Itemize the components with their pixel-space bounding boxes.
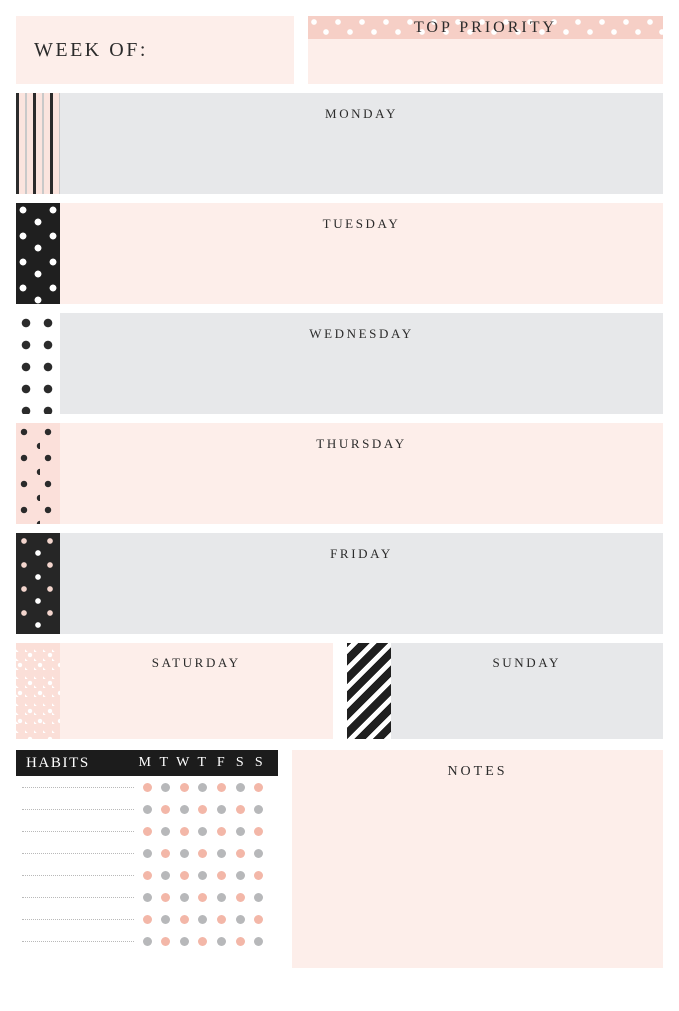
habit-dot-icon (161, 827, 170, 836)
habit-dot-icon (161, 783, 170, 792)
day-field-monday[interactable] (60, 93, 663, 194)
habit-dot-cell[interactable] (194, 915, 212, 924)
habit-dot-icon (198, 937, 207, 946)
day-label-saturday: SATURDAY (151, 655, 241, 670)
habit-dot-icon (236, 871, 245, 880)
day-row-wednesday[interactable] (16, 313, 663, 414)
weekend-row (16, 643, 663, 739)
top-priority-block[interactable] (308, 16, 663, 84)
habit-dot-icon (161, 893, 170, 902)
day-row-friday[interactable] (16, 533, 663, 634)
habit-dot-cell[interactable] (138, 915, 156, 924)
habit-dot-cell[interactable] (157, 893, 175, 902)
habit-row[interactable] (16, 886, 278, 908)
habits-dow-s2: S (254, 755, 264, 770)
week-of-block[interactable] (16, 16, 294, 84)
habit-dot-cell[interactable] (175, 827, 193, 836)
habit-dot-icon (198, 805, 207, 814)
habit-dot-cell[interactable] (157, 805, 175, 814)
habit-dot-cell[interactable] (250, 827, 268, 836)
habit-name-line[interactable] (22, 874, 134, 876)
washi-tape-diagonal-stripe-icon (347, 643, 391, 739)
habit-dot-group (138, 893, 270, 902)
habit-dot-group (138, 805, 270, 814)
habit-name-line[interactable] (22, 918, 134, 920)
habit-dot-cell[interactable] (138, 893, 156, 902)
habit-dot-cell[interactable] (194, 893, 212, 902)
habit-dot-cell[interactable] (138, 805, 156, 814)
habit-row[interactable] (16, 930, 278, 952)
habit-dot-cell[interactable] (138, 871, 156, 880)
habit-name-line[interactable] (22, 852, 134, 854)
habit-dot-icon (161, 849, 170, 858)
habits-dow-m1: M (138, 755, 152, 770)
habit-dot-group (138, 871, 270, 880)
habit-row[interactable] (16, 908, 278, 930)
habit-dot-cell[interactable] (213, 937, 231, 946)
habit-row[interactable] (16, 842, 278, 864)
habit-dot-icon (217, 893, 226, 902)
habit-dot-cell[interactable] (194, 937, 212, 946)
habit-dot-icon (143, 783, 152, 792)
washi-tape-stripes-icon (16, 93, 60, 194)
habit-dot-cell[interactable] (250, 805, 268, 814)
planner-sheet (16, 16, 663, 997)
habit-dot-cell[interactable] (157, 937, 175, 946)
habit-dot-cell[interactable] (213, 783, 231, 792)
day-field-sunday[interactable] (391, 643, 664, 739)
habit-dot-icon (161, 915, 170, 924)
habits-dow-t1: T (159, 755, 169, 770)
habit-dot-cell[interactable] (175, 915, 193, 924)
habit-dot-icon (180, 783, 189, 792)
notes-title: NOTES (447, 764, 508, 779)
habit-dot-icon (217, 871, 226, 880)
washi-tape-polka-dot-icon (16, 203, 60, 304)
habit-dot-icon (217, 849, 226, 858)
habit-dot-cell[interactable] (175, 893, 193, 902)
habit-dot-icon (180, 893, 189, 902)
washi-tape-star-icon (16, 533, 60, 634)
habit-name-line[interactable] (22, 808, 134, 810)
habit-dot-cell[interactable] (194, 805, 212, 814)
habit-dot-icon (217, 805, 226, 814)
habit-dot-icon (143, 827, 152, 836)
habit-dot-icon (217, 783, 226, 792)
habit-dot-group (138, 783, 270, 792)
washi-tape-heart-icon (16, 423, 60, 524)
habit-dot-cell[interactable] (157, 849, 175, 858)
habit-dot-icon (254, 937, 263, 946)
habit-row[interactable] (16, 820, 278, 842)
habit-dot-cell[interactable] (138, 937, 156, 946)
day-label-sunday: SUNDAY (492, 655, 562, 670)
header-row (16, 16, 663, 84)
habit-dot-cell[interactable] (175, 783, 193, 792)
habit-dot-icon (217, 937, 226, 946)
habit-dot-icon (198, 849, 207, 858)
habit-dot-icon (217, 827, 226, 836)
habit-dot-cell[interactable] (213, 805, 231, 814)
habits-dow-t2: T (197, 755, 207, 770)
habit-dot-icon (198, 783, 207, 792)
habit-row[interactable] (16, 798, 278, 820)
day-field-saturday[interactable] (60, 643, 333, 739)
habit-dot-icon (143, 937, 152, 946)
habit-dot-icon (198, 915, 207, 924)
habit-dot-icon (161, 805, 170, 814)
habit-dot-cell[interactable] (194, 827, 212, 836)
habit-dot-icon (217, 915, 226, 924)
notes-block[interactable] (292, 750, 663, 968)
habit-dot-icon (236, 827, 245, 836)
habit-dot-cell[interactable] (231, 893, 249, 902)
habits-rows (16, 776, 278, 952)
habits-tracker (16, 750, 278, 968)
day-field-wednesday[interactable] (60, 313, 663, 414)
day-label-friday: FRIDAY (330, 546, 393, 561)
day-row-monday[interactable] (16, 93, 663, 194)
habit-dot-cell[interactable] (138, 849, 156, 858)
habits-title: HABITS (26, 754, 90, 771)
habit-dot-group (138, 915, 270, 924)
habit-dot-cell[interactable] (231, 849, 249, 858)
day-row-saturday[interactable] (16, 643, 333, 739)
habit-name-line[interactable] (22, 786, 134, 788)
week-of-label: WEEK OF: (34, 38, 148, 61)
habits-header (16, 750, 278, 776)
habit-dot-icon (236, 915, 245, 924)
day-field-tuesday[interactable] (60, 203, 663, 304)
habit-dot-cell[interactable] (175, 937, 193, 946)
habit-dot-cell[interactable] (231, 827, 249, 836)
habit-dot-cell[interactable] (157, 783, 175, 792)
top-priority-label: TOP PRIORITY (413, 19, 558, 36)
habit-name-line[interactable] (22, 940, 134, 942)
habit-dot-cell[interactable] (194, 849, 212, 858)
habit-dot-group (138, 827, 270, 836)
habit-dot-icon (236, 849, 245, 858)
habit-dot-cell[interactable] (157, 915, 175, 924)
day-label-monday: MONDAY (325, 106, 398, 121)
habit-dot-cell[interactable] (138, 783, 156, 792)
day-label-tuesday: TUESDAY (322, 216, 401, 231)
habit-dot-icon (236, 937, 245, 946)
habit-dot-cell[interactable] (231, 805, 249, 814)
habit-dot-cell[interactable] (231, 783, 249, 792)
habit-row[interactable] (16, 864, 278, 886)
habit-dot-cell[interactable] (250, 893, 268, 902)
habit-dot-icon (254, 915, 263, 924)
habit-dot-cell[interactable] (213, 893, 231, 902)
habit-dot-cell[interactable] (250, 849, 268, 858)
habit-dot-icon (143, 805, 152, 814)
habit-dot-cell[interactable] (175, 849, 193, 858)
washi-tape-cross-icon (16, 313, 60, 414)
habit-dot-icon (198, 827, 207, 836)
day-row-sunday[interactable] (347, 643, 664, 739)
habit-dot-icon (180, 937, 189, 946)
habit-dot-icon (180, 871, 189, 880)
habit-dot-icon (180, 849, 189, 858)
habit-row[interactable] (16, 776, 278, 798)
habit-dot-icon (161, 937, 170, 946)
habit-dot-icon (143, 849, 152, 858)
habit-dot-icon (143, 915, 152, 924)
habit-dot-icon (254, 871, 263, 880)
habit-dot-icon (198, 871, 207, 880)
habit-dot-icon (254, 805, 263, 814)
habit-dot-group (138, 937, 270, 946)
day-field-friday[interactable] (60, 533, 663, 634)
habit-dot-icon (180, 805, 189, 814)
habit-dot-icon (236, 805, 245, 814)
habit-dot-icon (161, 871, 170, 880)
habits-dow-w: W (176, 755, 190, 770)
habit-dot-icon (254, 893, 263, 902)
habit-dot-cell[interactable] (250, 871, 268, 880)
habit-dot-cell[interactable] (157, 827, 175, 836)
habit-dot-cell[interactable] (231, 915, 249, 924)
habit-dot-cell[interactable] (194, 783, 212, 792)
day-row-thursday[interactable] (16, 423, 663, 524)
washi-tape-confetti-icon (16, 643, 60, 739)
habit-dot-icon (236, 893, 245, 902)
day-row-tuesday[interactable] (16, 203, 663, 304)
habit-dot-cell[interactable] (231, 937, 249, 946)
habit-dot-cell[interactable] (213, 849, 231, 858)
day-field-thursday[interactable] (60, 423, 663, 524)
habit-dot-cell[interactable] (231, 871, 249, 880)
habit-dot-icon (254, 827, 263, 836)
habits-dow-f: F (216, 755, 226, 770)
habit-dot-icon (254, 783, 263, 792)
habits-day-initials (136, 755, 270, 771)
habit-dot-icon (236, 783, 245, 792)
habit-dot-cell[interactable] (194, 871, 212, 880)
habit-dot-cell[interactable] (250, 937, 268, 946)
habit-dot-icon (198, 893, 207, 902)
habit-dot-cell[interactable] (213, 827, 231, 836)
bottom-row (16, 750, 663, 968)
habit-dot-cell[interactable] (175, 805, 193, 814)
habits-dow-s1: S (235, 755, 245, 770)
habit-dot-cell[interactable] (138, 827, 156, 836)
habit-dot-cell[interactable] (213, 871, 231, 880)
habit-dot-cell[interactable] (175, 871, 193, 880)
habit-dot-icon (180, 827, 189, 836)
habit-dot-cell[interactable] (213, 915, 231, 924)
habit-dot-icon (180, 915, 189, 924)
habit-name-line[interactable] (22, 830, 134, 832)
habit-dot-icon (143, 871, 152, 880)
habit-dot-group (138, 849, 270, 858)
habit-dot-icon (254, 849, 263, 858)
habit-dot-icon (143, 893, 152, 902)
habit-dot-cell[interactable] (250, 783, 268, 792)
habit-dot-cell[interactable] (250, 915, 268, 924)
day-label-wednesday: WEDNESDAY (309, 326, 414, 341)
habit-name-line[interactable] (22, 896, 134, 898)
day-label-thursday: THURSDAY (316, 436, 407, 451)
habit-dot-cell[interactable] (157, 871, 175, 880)
